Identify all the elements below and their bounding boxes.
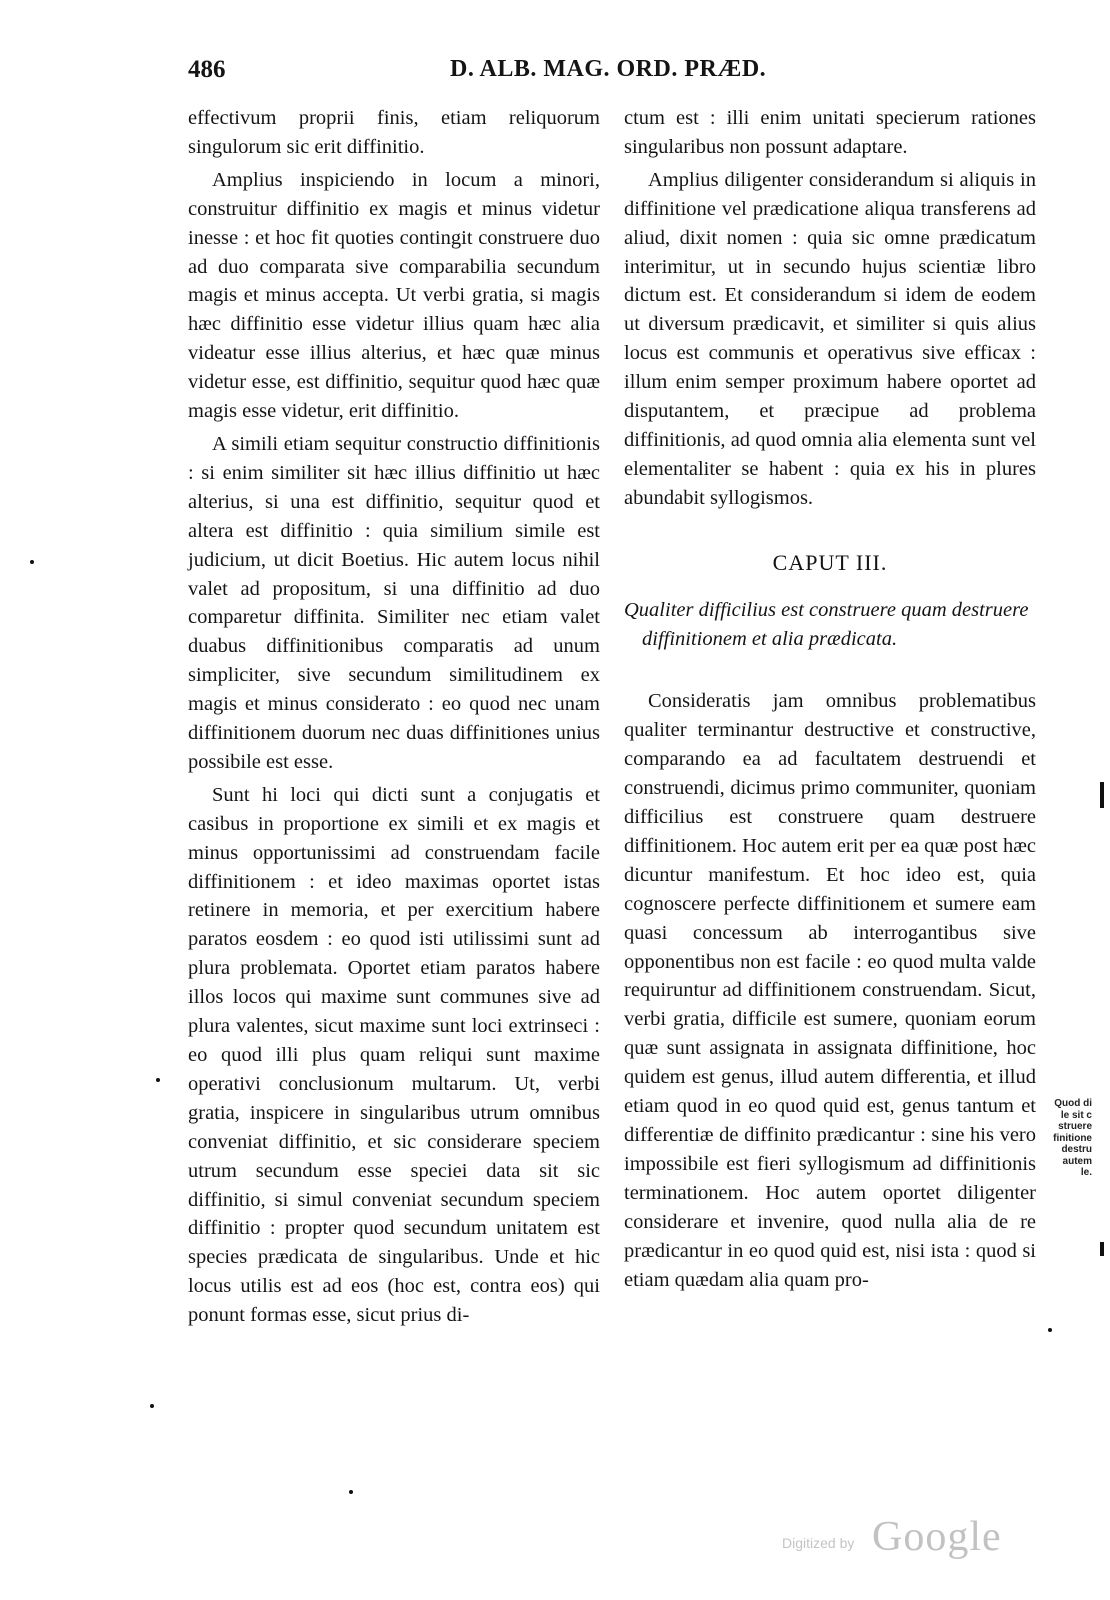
paragraph: Sunt hi loci qui dicti sunt a conjugatis et casibus in proportione ex simili et ex magis et minus opportunissimi ad construendam facile diffinitionem : et ideo maximas oportet istas retinere in memoria, et per exercitium habere paratos eosdem : eo quod isti utilissimi sunt ad plura problemata. Oportet etiam paratos habere illos locos qui maxime sunt communes sive ad plura valentes, sicut maxime sunt loci extrinseci : eo quod illi plus quam reliqui sunt maxime operativi conclusionum multarum. Ut, verbi gratia, inspicere in singularibus utrum omnibus conveniat diffinitio, et sic considerare speciem utrum secundum esse speciei data sit sic diffinitio, si simul conveniat secundum speciem diffinitio : propter quod secundum unitatem est species prædicata de singularibus. Unde et hic locus utilis est ad eos (hoc est, contra eos) qui ponunt formas esse, sicut prius di- [188,783,600,1327]
scan-speck [1048,1328,1052,1332]
scan-speck [156,1078,160,1082]
left-column [188,104,600,1330]
margin-note-line: le. [1080,1167,1092,1178]
scan-speck [150,1404,154,1408]
scan-speck [30,560,34,564]
margin-note-line: Quod di [1054,1098,1092,1109]
page-number: 486 [188,56,226,83]
margin-note [1026,1098,1092,1179]
paragraph: effectivum proprii finis, etiam reliquorum singulorum sic erit diffinitio. [188,107,600,158]
page-header [170,54,1040,94]
paragraph: Amplius inspiciendo in locum a minori, construitur diffinitio ex magis et minus videtur inesse : et hoc fit quoties contingit construere duo ad duo comparata sive comparabilia secundum magis et minus accepta. Ut verbi gratia, si magis hæc diffinitio esse videtur illius quam hæc alia videatur esse illius alterius, et hæc quæ minus videtur esse, est diffinitio, sequitur quod hæc quæ magis esse videtur, erit diffinitio. [188,168,600,423]
right-column [624,104,1036,1294]
running-head: D. ALB. MAG. ORD. PRÆD. [450,56,767,82]
digitized-label: Digitized by [782,1535,855,1551]
margin-note-line: struere [1058,1121,1092,1132]
paragraph: Consideratis jam omnibus problematibus qualiter terminantur destructive et constructive, comparando ea ad facultatem destruendi et construendi, dicimus primo communiter, quoniam difficilius est construere quam destruere diffinitionem. Hoc autem erit per ea quæ post hæc dicuntur manifestum. Et hoc ideo est, quia cognoscere perfecte diffinitionem et sumere eam quasi concessum ab interrogantibus sive opponentibus non est facile : eo quod multa valde requiruntur ad diffinitionem construendam. Sicut, verbi gratia, difficile est sumere, quoniam eorum quæ sunt assignata in assignata diffinitione, hoc quidem est genus, illud autem differentia, et illud etiam quod in eo quod quid est, genus tantum et differentiæ de diffinito prædicantur : sine his vero impossibile est fieri syllogismum ad diffinitionis terminationem. Hoc autem oportet diligenter considerare et invenire, quod nulla alia de re prædicantur in eo quod quid est, nisi ista : quod si etiam quædam alia quam pro- [624,690,1036,1291]
paragraph: A simili etiam sequitur constructio diffinitionis : si enim similiter sit hæc illius diffinitio ut hæc alterius, si una est diffinitio, sequitur quod et altera est diffinitio : quia similium simile est judicium, ut dicit Boetius. Hic autem locus nihil valet ad propositum, si una diffinitio ad duo comparetur diffinita. Similiter nec etiam valet duabus diffinitionibus comparatis ad unum simpliciter, sive secundum similitudinem ex magis et minus considerato : eo quod nec unam diffinitionem duorum nec duas diffinitiones unius possibile est esse. [188,432,600,773]
paragraph: ctum est : illi enim unitati specierum rationes singularibus non possunt adaptare. [624,107,1036,158]
margin-note-line: destru [1061,1144,1092,1155]
margin-note-line: autem [1062,1155,1092,1167]
scan-edge-mark [1100,782,1104,808]
google-logo: Google [872,1514,1002,1560]
scan-speck [349,1490,353,1494]
paragraph: Amplius diligenter considerandum si aliquis in diffinitione vel prædicatione aliqua transferens ad aliud, dixit nomen : quia sic omne prædicatum interimitur, ut in secundo hujus scientiæ libro dictum est. Et considerandum si idem de eodem ut diversum prædicavit, et similiter si quis alius locus est communis et operativus sive efficax : illum enim semper proximum habere oportet ad disputantem, et præcipue ad problema diffinitionis, ad quod omnia alia elementa sunt vel elementaliter se habent : quia ex his in plures abundabit syllogismos. [624,168,1036,509]
margin-note-line: finitione [1053,1132,1092,1144]
chapter-title: CAPUT III. [772,549,888,575]
chapter-subtitle: Qualiter difficilius est construere quam destruere diffinitionem et alia prædicata. [624,598,1029,650]
scan-edge-mark [1100,1242,1104,1256]
digitized-watermark [782,1513,1012,1563]
margin-note-line: le sit c [1060,1109,1092,1121]
